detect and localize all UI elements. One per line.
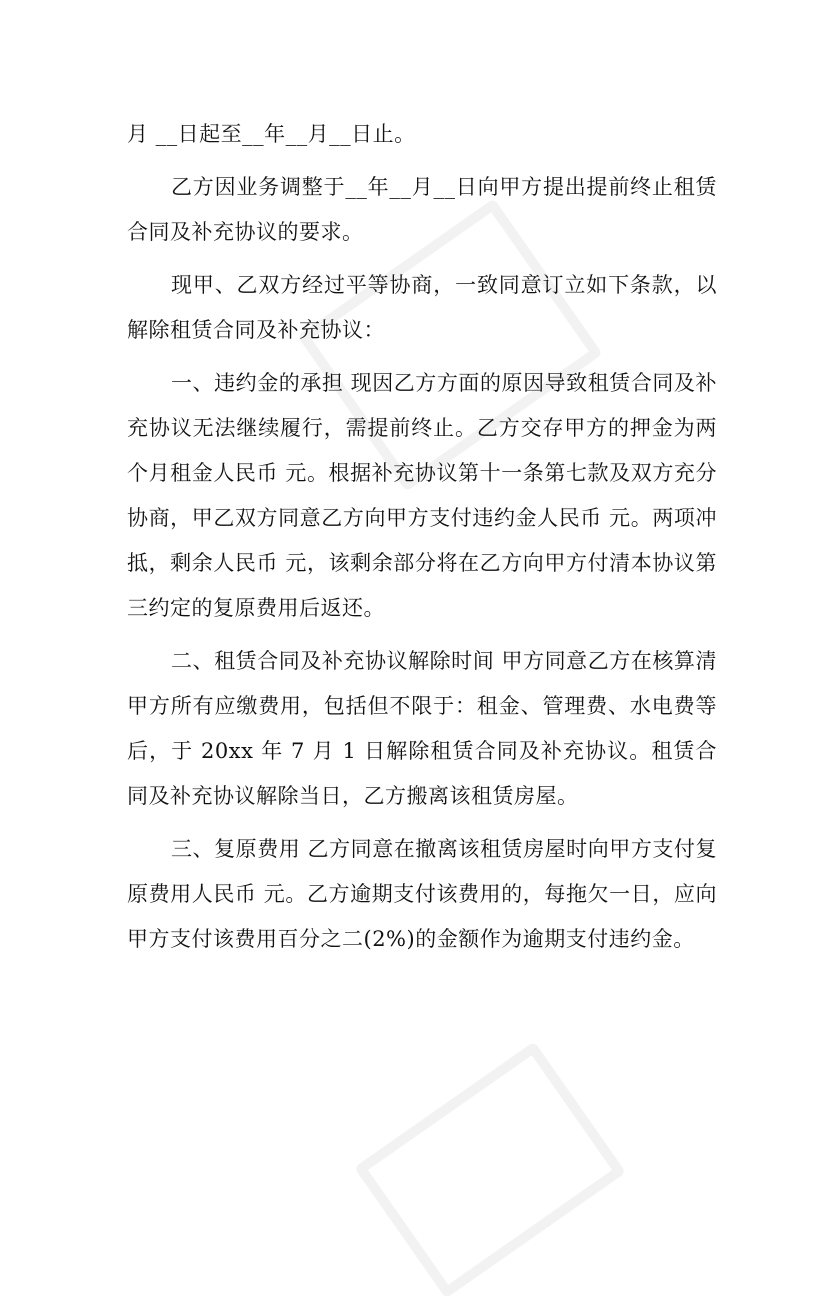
paragraph-date-continuation: 月 __日起至__年__月__日止。 <box>127 122 416 146</box>
document-body <box>127 112 717 970</box>
paragraph-clause-termination-time: 二、租赁合同及补充协议解除时间 甲方同意乙方在核算清甲方所有应缴费用，包括但不限于：租金、管理费、水电费等后，于 20xx 年 7 月 1 日解除租赁合同及补充协议。租赁合同及补充协议解除当日，乙方搬离该租赁房屋。 <box>127 649 717 808</box>
paragraph-clause-penalty: 一、违约金的承担 现因乙方方面的原因导致租赁合同及补充协议无法继续履行，需提前终止。乙方交存甲方的押金为两个月租金人民币 元。根据补充协议第十一条第七款及双方充分协商，甲乙双方同意乙方向甲方支付违约金人民币 元。两项冲抵，剩余人民币 元，该剩余部分将在乙方向甲方付清本协议第三约定的复原费用后返还。 <box>127 371 717 620</box>
watermark-logo <box>354 1041 626 1298</box>
paragraph-agreement-intro: 现甲、乙双方经过平等协商，一致同意订立如下条款，以解除租赁合同及补充协议： <box>127 273 717 342</box>
paragraph-termination-request: 乙方因业务调整于__年__月__日向甲方提出提前终止租赁合同及补充协议的要求。 <box>127 175 717 244</box>
paragraph-clause-restoration-fee: 三、复原费用 乙方同意在撤离该租赁房屋时向甲方支付复原费用人民币 元。乙方逾期支付该费用的，每拖欠一日，应向甲方支付该费用百分之二(2%)的金额作为逾期支付违约金。 <box>127 837 717 951</box>
